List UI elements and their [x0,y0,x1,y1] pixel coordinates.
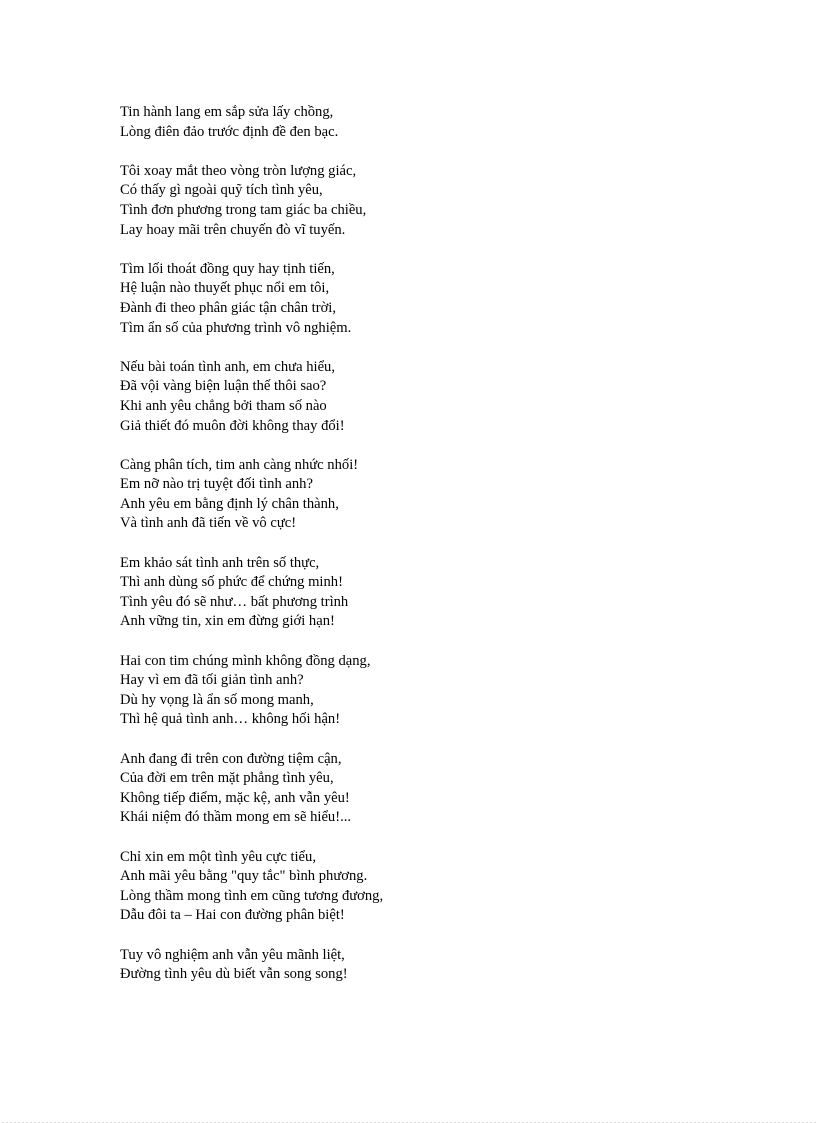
poem-line: Lòng thầm mong tình em cũng tương đương, [120,887,384,904]
poem-line: Tình yêu đó sẽ như… bất phương trình [120,593,349,610]
poem-line: Giả thiết đó muôn đời không thay đổi! [120,417,345,434]
poem-line: Chỉ xin em một tình yêu cực tiểu, [120,848,316,865]
stanza [120,554,760,632]
poem-line: Tìm lối thoát đồng quy hay tịnh tiến, [120,260,335,277]
stanza [120,750,760,828]
poem-line: Nếu bài toán tình anh, em chưa hiểu, [120,358,335,375]
poem-body [120,103,760,1004]
poem-line: Khi anh yêu chẳng bởi tham số nào [120,397,327,414]
stanza [120,848,760,926]
poem-line: Tìm ẩn số của phương trình vô nghiệm. [120,319,352,336]
stanza [120,260,760,338]
poem-line: Dù hy vọng là ẩn số mong manh, [120,691,314,708]
poem-line: Hai con tim chúng mình không đồng dạng, [120,652,371,669]
poem-line: Lay hoay mãi trên chuyến đò vĩ tuyến. [120,221,346,238]
poem-line: Tình đơn phương trong tam giác ba chiều, [120,201,367,218]
poem-line: Thì hệ quả tình anh… không hối hận! [120,711,341,728]
stanza [120,358,760,436]
poem-line: Em nỡ nào trị tuyệt đối tình anh? [120,476,313,493]
poem-line: Tôi xoay mắt theo vòng tròn lượng giác, [120,162,357,179]
poem-line: Đã vội vàng biện luận thế thôi sao? [120,378,327,395]
poem-line: Tin hành lang em sắp sửa lấy chồng, [120,104,334,120]
poem-line: Dẫu đôi ta – Hai con đường phân biệt! [120,907,345,924]
poem-line: Em khảo sát tình anh trên số thực, [120,554,320,571]
stanza [120,103,760,142]
stanza [120,456,760,534]
stanza [120,162,760,240]
stanza [120,652,760,730]
stanza [120,946,760,985]
poem-line: Anh mãi yêu bằng "quy tắc" bình phương. [120,868,368,885]
poem-line: Có thấy gì ngoài quỹ tích tình yêu, [120,182,323,199]
poem-line: Đường tình yêu dù biết vẫn song song! [120,966,348,983]
poem-line: Anh yêu em bằng định lý chân thành, [120,495,339,512]
poem-line: Càng phân tích, tim anh càng nhức nhối! [120,456,359,473]
poem-line: Không tiếp điểm, mặc kệ, anh vẫn yêu! [120,789,350,806]
poem-line: Hệ luận nào thuyết phục nổi em tôi, [120,280,330,297]
poem-line: Thì anh dùng số phức để chứng minh! [120,574,343,591]
poem-line: Khái niệm đó thầm mong em sẽ hiểu!... [120,809,352,826]
poem-line: Hay vì em đã tối giản tình anh? [120,672,304,689]
poem-line: Tuy vô nghiệm anh vẫn yêu mãnh liệt, [120,946,345,963]
poem-line: Anh vững tin, xin em đừng giới hạn! [120,613,335,630]
poem-line: Và tình anh đã tiến về vô cực! [120,515,297,532]
poem-line: Anh đang đi trên con đường tiệm cận, [120,750,342,767]
poem-line: Của đời em trên mặt phẳng tình yêu, [120,770,334,787]
poem-line: Đành đi theo phân giác tận chân trời, [120,299,337,316]
poem-line: Lòng điên đảo trước định đề đen bạc. [120,123,339,140]
